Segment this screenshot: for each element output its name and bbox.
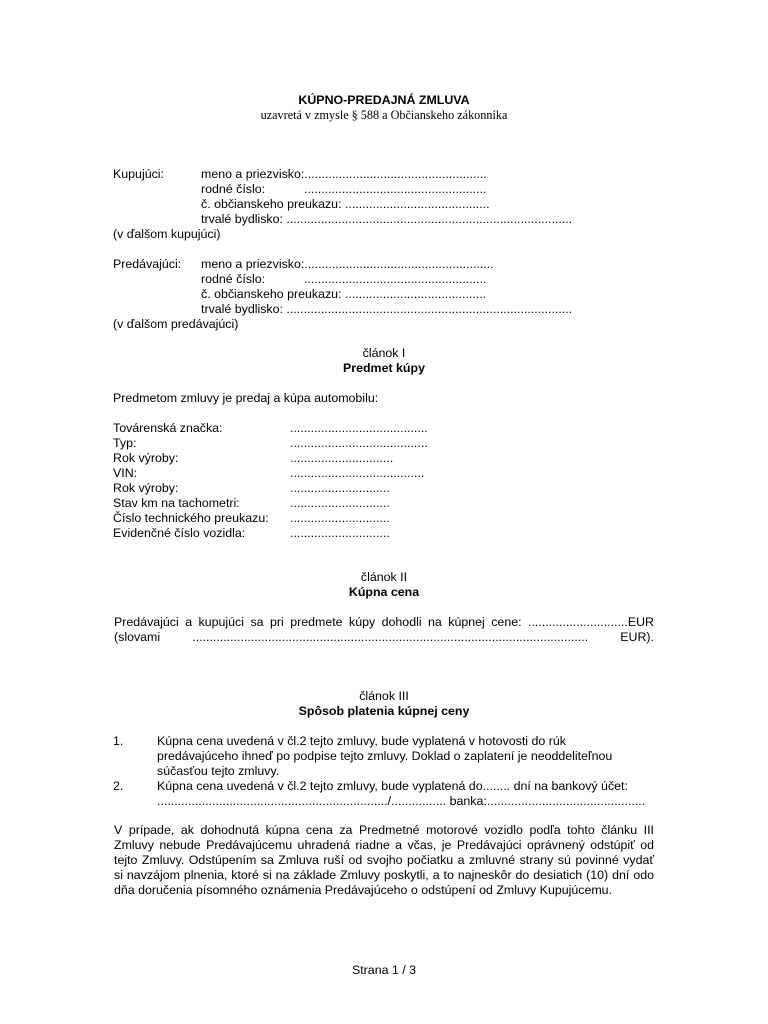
seller-address-field: trvalé bydlisko: ................................................................................... <box>201 302 573 316</box>
paragraph-line: Zmluvy nebude Predávajúcemu uhradená riadne a včas, je Predávajúci oprávnený odstúpiť od <box>114 838 654 852</box>
seller-birth-field: ..................................................... <box>304 272 487 286</box>
paragraph-line: tejto Zmluvy. Odstúpením sa Zmluva ruší od svojho počiatku a zmluvné strany sú povinné vydať <box>114 853 654 867</box>
list-item-line: .................................................................../................ banka:.............................................. <box>157 794 646 808</box>
price-words-line: (slovami ................................................................................................................... EUR). <box>114 630 654 644</box>
seller-note: (v ďalšom predávajúci) <box>113 317 239 331</box>
vehicle-field-label: VIN: <box>113 466 138 480</box>
seller-name-field: meno a priezvisko:....................................................... <box>201 257 494 271</box>
vehicle-field-dots: ........................................ <box>290 436 428 450</box>
list-item-number: 1. <box>113 734 124 748</box>
document-subtitle: uzavretá v zmysle § 588 a Občianskeho zákonníka <box>260 108 508 122</box>
vehicle-field-label: Typ: <box>113 436 137 450</box>
list-item-number: 2. <box>113 779 124 793</box>
vehicle-field-label: Číslo technického preukazu: <box>113 511 269 525</box>
buyer-note: (v ďalšom kupujúci) <box>113 227 221 241</box>
price-line: Predávajúci a kupujúci sa pri predmete kúpy dohodli na kúpnej cene: .............................EUR <box>114 615 654 629</box>
buyer-label: Kupujúci: <box>113 167 164 181</box>
document-title: KÚPNO-PREDAJNÁ ZMLUVA <box>298 93 470 107</box>
buyer-address-field: trvalé bydlisko: ................................................................................... <box>201 212 573 226</box>
seller-id-field: č. občianskeho preukazu: ......................................... <box>201 287 487 301</box>
vehicle-field-dots: ............................. <box>290 526 390 540</box>
list-item-line: Kúpna cena uvedená v čl.2 tejto zmluvy, bude vyplatená do........ dní na bankový účet: <box>157 779 628 793</box>
seller-label: Predávajúci: <box>113 257 182 271</box>
vehicle-field-dots: .............................. <box>290 451 394 465</box>
article2-heading: Kúpna cena <box>348 585 420 599</box>
vehicle-field-dots: ........................................ <box>290 421 428 435</box>
vehicle-field-dots: ............................. <box>290 511 390 525</box>
paragraph-line: V prípade, ak dohodnutá kúpna cena za Predmetné motorové vozidlo podľa tohto článku III <box>114 823 654 837</box>
article2-number: článok II <box>360 570 408 584</box>
article1-heading: Predmet kúpy <box>343 361 425 375</box>
list-item-line: predávajúceho ihneď po podpise tejto zmluvy. Doklad o zaplatení je neoddeliteľnou <box>157 749 613 763</box>
buyer-name-field: meno a priezvisko:..................................................... <box>201 167 487 181</box>
paragraph-line: si navzájom plnenia, ktoré si na základe Zmluvy poskytli, a to najneskôr do desiatich (10) dní odo <box>114 868 654 882</box>
paragraph-line: dňa doručenia písomného oznámenia Predávajúceho o odstúpení od Zmluvy Kupujúcemu. <box>114 883 613 897</box>
article3-heading: Spôsob platenia kúpnej ceny <box>298 704 470 718</box>
list-item-line: Kúpna cena uvedená v čl.2 tejto zmluvy, bude vyplatená v hotovosti do rúk <box>157 734 566 748</box>
article1-intro: Predmetom zmluvy je predaj a kúpa automobilu: <box>113 391 379 405</box>
vehicle-field-label: Rok výroby: <box>113 451 179 465</box>
vehicle-field-dots: ............................. <box>290 496 390 510</box>
article3-number: článok III <box>359 689 409 703</box>
vehicle-field-label: Evidenčné číslo vozidla: <box>113 526 246 540</box>
list-item-line: súčasťou tejto zmluvy. <box>157 764 280 778</box>
vehicle-field-dots: ....................................... <box>290 466 425 480</box>
vehicle-field-label: Rok výroby: <box>113 481 179 495</box>
buyer-birth-label: rodné číslo: <box>201 182 266 196</box>
article1-number: článok I <box>362 346 406 360</box>
page-number: Strana 1 / 3 <box>351 963 417 977</box>
buyer-id-field: č. občianskeho preukazu: .......................................... <box>201 197 490 211</box>
vehicle-field-dots: ............................. <box>290 481 390 495</box>
vehicle-field-label: Stav km na tachometri: <box>113 496 240 510</box>
vehicle-field-label: Továrenská značka: <box>113 421 223 435</box>
buyer-birth-field: ..................................................... <box>304 182 487 196</box>
seller-birth-label: rodné číslo: <box>201 272 266 286</box>
